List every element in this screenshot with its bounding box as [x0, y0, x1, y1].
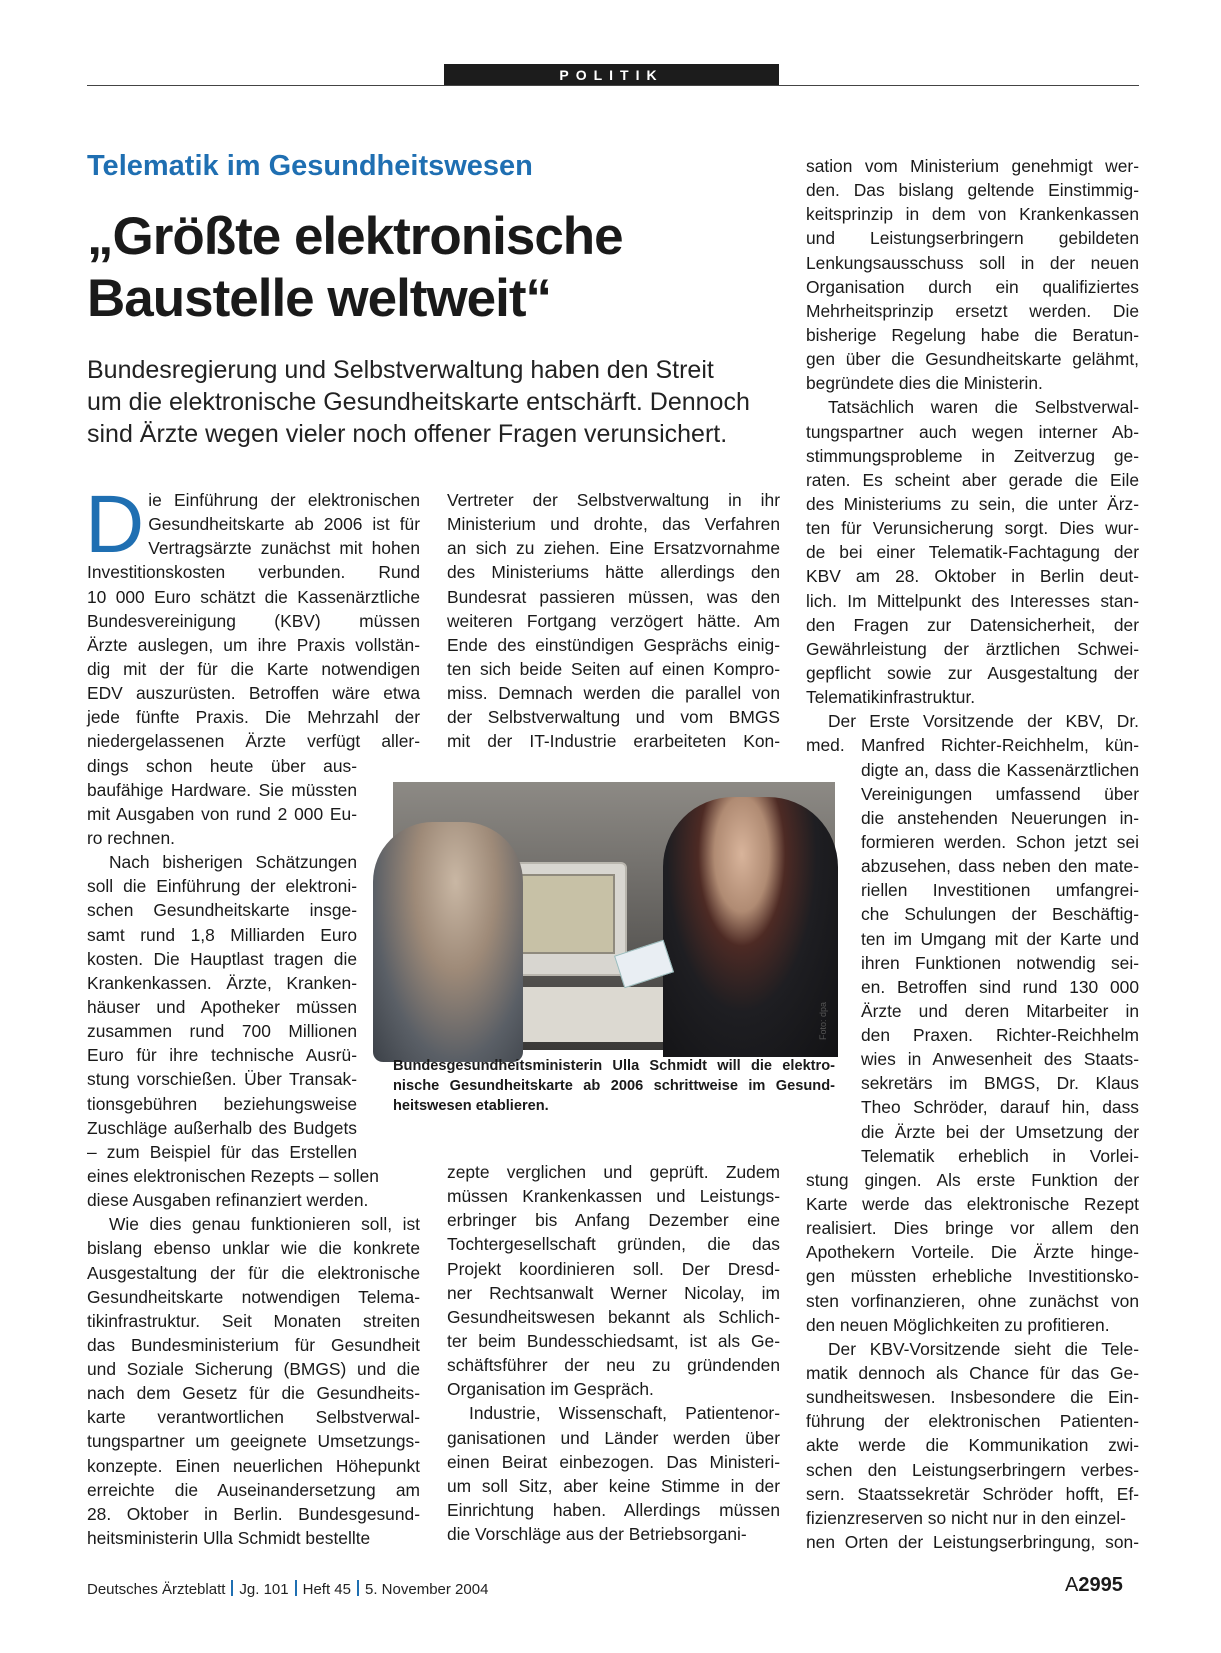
text-line: führung der elektronischen Patienten-	[806, 1411, 1139, 1432]
photo-caption	[393, 1056, 835, 1116]
headline	[87, 206, 767, 330]
text-line: Gewährleistung der ärztlichen Schwei-	[806, 638, 1139, 659]
text-line: ganisationen und Länder werden über	[447, 1427, 780, 1448]
text-line: Organisation im Gespräch.	[447, 1379, 654, 1400]
lead-line: um die elektronische Gesundheitskarte entschärft. Dennoch	[87, 388, 750, 416]
text-line: heitsministerin Ulla Schmidt bestellte	[87, 1528, 371, 1549]
text-line: Mehrheitsprinzip ersetzt werden. Die	[806, 300, 1139, 321]
text-line: med. Manfred Richter-Reichhelm, kün-	[806, 735, 1139, 756]
text-line: Apothekern Vorteile. Die Ärzte hinge-	[806, 1242, 1139, 1263]
text-line: gen müssten erhebliche Investitionsko-	[806, 1266, 1139, 1287]
top-rule	[87, 85, 1139, 86]
text-line: stung vorschießen. Über Transak-	[87, 1069, 357, 1090]
text-line: sern. Staatssekretär Schröder hofft, Ef-	[806, 1483, 1139, 1504]
text-line: riellen Investitionen umfangrei-	[861, 880, 1139, 901]
photo-credit: Foto: dpa	[818, 1001, 828, 1040]
text-line: diese Ausgaben refinanziert werden.	[87, 1190, 369, 1211]
text-line: Vertreter der Selbstverwaltung in ihr	[447, 490, 780, 510]
text-line: abzusehen, dass neben den mate-	[861, 856, 1139, 877]
text-line: bislang ebenso unklar wie die konkrete	[87, 1238, 420, 1259]
text-line: jede fünfte Praxis. Die Mehrzahl der	[87, 707, 420, 728]
text-line: raten. Es scheint aber gerade die Eile	[806, 469, 1139, 490]
text-line: samt rund 1,8 Milliarden Euro	[87, 924, 357, 945]
text-line: müssen Krankenkassen und Leistungs-	[447, 1186, 780, 1207]
lead-line: Bundesregierung und Selbstverwaltung haben den Streit	[87, 356, 714, 384]
text-line: lich. Im Mittelpunkt des Interesses stan-	[806, 590, 1139, 611]
text-line: die anstehenden Neuerungen in-	[861, 807, 1139, 828]
kicker: Telematik im Gesundheitswesen	[87, 150, 533, 182]
text-line: Telematik erheblich in Vorlei-	[861, 1145, 1139, 1166]
text-line: Ausgestaltung der für die elektronische	[87, 1262, 420, 1283]
text-line: schäftsführer der neu zu gründenden	[447, 1355, 780, 1376]
text-line: Gesundheitskarte ab 2006 ist für	[148, 514, 420, 535]
text-line: dings schon heute über aus-	[87, 755, 357, 776]
text-line: ner Rechtsanwalt Werner Nicolay, im	[447, 1282, 780, 1303]
text-line: Ärzte und deren Mitarbeiter in	[861, 1000, 1139, 1021]
text-line: Einrichtung haben. Allerdings müssen	[447, 1499, 780, 1520]
caption-line: nische Gesundheitskarte ab 2006 schrittweise im Gesund-	[393, 1078, 835, 1094]
lead-line: sind Ärzte wegen vieler noch offener Fragen verunsichert.	[87, 420, 728, 448]
text-line: realisiert. Dies bringe vor allem den	[806, 1218, 1139, 1239]
footer-volume: Jg. 101	[239, 1581, 289, 1598]
text-line: erreichte die Auseinandersetzung am	[87, 1479, 420, 1500]
text-line: konzepte. Einen neuerlichen Höhepunkt	[87, 1455, 420, 1476]
text-line: wies in Anwesenheit des Staats-	[861, 1049, 1139, 1070]
text-line: Ende des einstündigen Gesprächs einig-	[447, 634, 780, 655]
text-line: Bundesvereinigung (KBV) müssen	[87, 610, 420, 631]
text-line: Gesundheitskarte notwendigen Telema-	[87, 1286, 420, 1307]
text-line: Telematikinfrastruktur.	[806, 687, 976, 708]
text-line: des Ministeriums zu sein, die unter Ärz-	[806, 493, 1139, 514]
text-line: um soll Sitz, aber keine Stimme in der	[447, 1475, 780, 1496]
text-line: den Praxen. Richter-Reichhelm	[861, 1025, 1139, 1046]
text-line: Karte werde das elektronische Rezept	[806, 1194, 1139, 1215]
caption-line: Bundesgesundheitsministerin Ulla Schmidt will die elektro-	[393, 1058, 835, 1074]
text-line: baufähige Hardware. Sie müssten	[87, 779, 357, 800]
text-line: gepflicht sowie zur Ausgestaltung der	[806, 662, 1139, 683]
text-line: sation vom Ministerium genehmigt wer-	[806, 156, 1139, 176]
drop-cap: D	[85, 479, 145, 570]
text-line: ro rechnen.	[87, 827, 175, 848]
text-line: sundheitswesen. Insbesondere die Ein-	[806, 1387, 1139, 1408]
text-line: einen Beirat einbezogen. Das Ministeri-	[447, 1451, 780, 1472]
text-line: ten im Umgang mit der Karte und	[861, 928, 1139, 949]
column-2-bottom	[447, 1160, 780, 1546]
text-line: miss. Demnach werden die parallel von	[447, 683, 780, 704]
text-line: den. Das bislang geltende Einstimmig-	[806, 180, 1139, 201]
text-line: das Bundesministerium für Gesundheit	[87, 1334, 420, 1355]
text-line: Projekt koordinieren soll. Der Dresd-	[447, 1258, 780, 1279]
text-line: Ärzte auslegen, um ihre Praxis vollstän-	[87, 634, 420, 655]
text-line: schen den Leistungserbringern verbes-	[806, 1459, 1139, 1480]
text-line: keitsprinzip in dem von Krankenkassen	[806, 204, 1139, 225]
text-line: der Selbstverwaltung und vom BMGS	[447, 707, 780, 728]
text-line: die Ärzte bei der Umsetzung der	[861, 1121, 1139, 1142]
page-number-value: 2995	[1078, 1574, 1123, 1596]
page-prefix: A	[1065, 1574, 1079, 1596]
text-line: ter beim Bundesschiedsamt, ist als Ge-	[447, 1330, 780, 1351]
text-line: Tatsächlich waren die Selbstverwal-	[828, 397, 1139, 418]
text-line: erbringer bis Anfang Dezember eine	[447, 1210, 780, 1231]
column-1	[85, 479, 420, 1550]
headline-line: Baustelle weltweit“	[87, 269, 552, 328]
footer-separator	[357, 1580, 359, 1596]
text-line: niedergelassenen Ärzte verfügt aller-	[87, 731, 420, 752]
text-line: weiteren Fortgang verzögert hätte. Am	[447, 610, 780, 631]
text-line: tikinfrastruktur. Seit Monaten streiten	[87, 1310, 420, 1331]
text-line: formieren werden. Schon jetzt sei	[861, 831, 1139, 852]
text-line: KBV am 28. Oktober in Berlin deut-	[806, 566, 1139, 587]
column-2-top	[447, 488, 780, 754]
text-line: 28. Oktober in Berlin. Bundesgesund-	[87, 1503, 420, 1524]
text-line: eines elektronischen Rezepts – sollen	[87, 1165, 379, 1186]
text-line: kosten. Die Hauptlast tragen die	[87, 948, 357, 969]
text-line: häuser und Apotheker müssen	[87, 996, 357, 1017]
text-line: de bei einer Telematik-Fachtagung der	[806, 542, 1139, 563]
text-line: tionsgebühren beziehungsweise	[87, 1093, 357, 1114]
caption-line: heitswesen etablieren.	[393, 1098, 549, 1114]
text-line: den Fragen zur Datensicherheit, der	[806, 614, 1139, 635]
text-line: Gesundheitswesen bekannt als Schlich-	[447, 1306, 780, 1327]
text-line: nach dem Gesetz für die Gesundheits-	[87, 1383, 420, 1404]
text-line: akte werde die Kommunikation zwi-	[806, 1435, 1139, 1456]
text-line: zusammen rund 700 Millionen	[87, 1021, 357, 1042]
footer-separator	[231, 1580, 233, 1596]
photo-person-man	[373, 822, 523, 1062]
text-line: Theo Schröder, darauf hin, dass	[861, 1097, 1139, 1118]
text-line: 10 000 Euro schätzt die Kassenärztliche	[87, 586, 420, 607]
text-line: des Ministeriums hätte allerdings den	[447, 562, 780, 583]
text-line: Nach bisherigen Schätzungen	[109, 852, 357, 873]
text-line: und Soziale Sicherung (BMGS) und die	[87, 1359, 420, 1380]
page-number	[1065, 1574, 1123, 1597]
footer-separator	[295, 1580, 297, 1596]
text-line: Krankenkassen. Ärzte, Kranken-	[87, 972, 357, 993]
text-line: ten sich beide Seiten auf einen Kompro-	[447, 658, 780, 679]
text-line: ten für Verunsicherung sorgt. Dies wur-	[806, 518, 1139, 539]
text-line: EDV auszurüsten. Betroffen wäre etwa	[87, 683, 420, 704]
text-line: schen Gesundheitskarte insge-	[87, 900, 357, 921]
text-line: Investitionskosten verbunden. Rund	[87, 562, 420, 583]
article-photo	[393, 782, 835, 1050]
text-line: matik dennoch als Chance für das Ge-	[806, 1363, 1139, 1384]
text-line: digte an, dass die Kassenärztlichen	[861, 759, 1139, 780]
text-line: Lenkungsausschuss soll in der neuen	[806, 252, 1139, 273]
text-line: tungspartner um geeignete Umsetzungs-	[87, 1431, 420, 1452]
text-line: zepte verglichen und geprüft. Zudem	[447, 1162, 780, 1182]
footer-date: 5. November 2004	[365, 1581, 489, 1598]
text-line: sten vorfinanzieren, ohne zunächst von	[806, 1290, 1139, 1311]
text-line: stimmungsprobleme in Zeitverzug ge-	[806, 445, 1139, 466]
text-line: Der KBV-Vorsitzende sieht die Tele-	[828, 1338, 1139, 1359]
text-line: begründete dies die Ministerin.	[806, 373, 1043, 394]
text-line: Vertragsärzte zunächst mit hohen	[148, 538, 420, 559]
text-line: fizienzreserven so nicht nur in den einzel-	[806, 1507, 1126, 1528]
text-line: tungspartner auch wegen interner Ab-	[806, 421, 1139, 442]
text-line: und Leistungserbringern gebildeten	[806, 228, 1139, 249]
headline-line: „Größte elektronische	[87, 207, 623, 266]
text-line: Vereinigungen umfassend über	[861, 783, 1139, 804]
text-line: Bundesrat passieren müssen, was den	[447, 586, 780, 607]
footer	[87, 1580, 488, 1598]
lead-paragraph	[87, 354, 767, 450]
text-line: Tochtergesellschaft gründen, die das	[447, 1234, 780, 1255]
column-3	[806, 154, 1139, 1554]
text-line: Zuschläge außerhalb des Budgets	[87, 1117, 357, 1138]
text-line: Organisation durch ein qualifiziertes	[806, 276, 1139, 297]
text-line: sekretärs im BMGS, Dr. Klaus	[861, 1073, 1139, 1094]
text-line: en. Betroffen sind rund 130 000	[861, 976, 1139, 997]
photo-screen	[517, 874, 615, 954]
footer-journal: Deutsches Ärzteblatt	[87, 1581, 226, 1598]
text-line: che Schulungen der Beschäftig-	[861, 904, 1139, 925]
text-line: dig mit der für die Karte notwendigen	[87, 658, 420, 679]
text-line: Industrie, Wissenschaft, Patientenor-	[469, 1403, 780, 1424]
photo-person-woman	[663, 797, 838, 1057]
text-line: soll die Einführung der elektroni-	[87, 876, 357, 897]
text-line: nen Orten der Leistungserbringung, son-	[806, 1532, 1139, 1553]
text-line: Ministerium und drohte, das Verfahren	[447, 514, 780, 535]
text-line: den neuen Möglichkeiten zu profitieren.	[806, 1314, 1110, 1335]
footer-issue: Heft 45	[302, 1581, 351, 1598]
text-line: – zum Beispiel für das Erstellen	[87, 1141, 357, 1162]
text-line: mit der IT-Industrie erarbeiteten Kon-	[447, 731, 780, 752]
text-line: mit Ausgaben von rund 2 000 Eu-	[87, 803, 357, 824]
text-line: Euro für ihre technische Ausrü-	[87, 1045, 357, 1066]
text-line: gen über die Gesundheitskarte gelähmt,	[806, 349, 1139, 370]
text-line: karte verantwortlichen Selbstverwal-	[87, 1407, 420, 1428]
section-label: POLITIK	[444, 64, 779, 86]
text-line: Wie dies genau funktionieren soll, ist	[109, 1214, 420, 1235]
text-line: die Vorschläge aus der Betriebsorgani-	[447, 1524, 747, 1545]
text-line: bisherige Regelung habe die Beratun-	[806, 324, 1139, 345]
text-line: Der Erste Vorsitzende der KBV, Dr.	[828, 711, 1139, 732]
text-line: ihren Funktionen notwendig sei-	[861, 952, 1139, 973]
text-line: ie Einführung der elektronischen	[148, 490, 420, 510]
text-line: stung gingen. Als erste Funktion der	[806, 1169, 1139, 1190]
text-line: an sich zu ziehen. Eine Ersatzvornahme	[447, 538, 780, 559]
